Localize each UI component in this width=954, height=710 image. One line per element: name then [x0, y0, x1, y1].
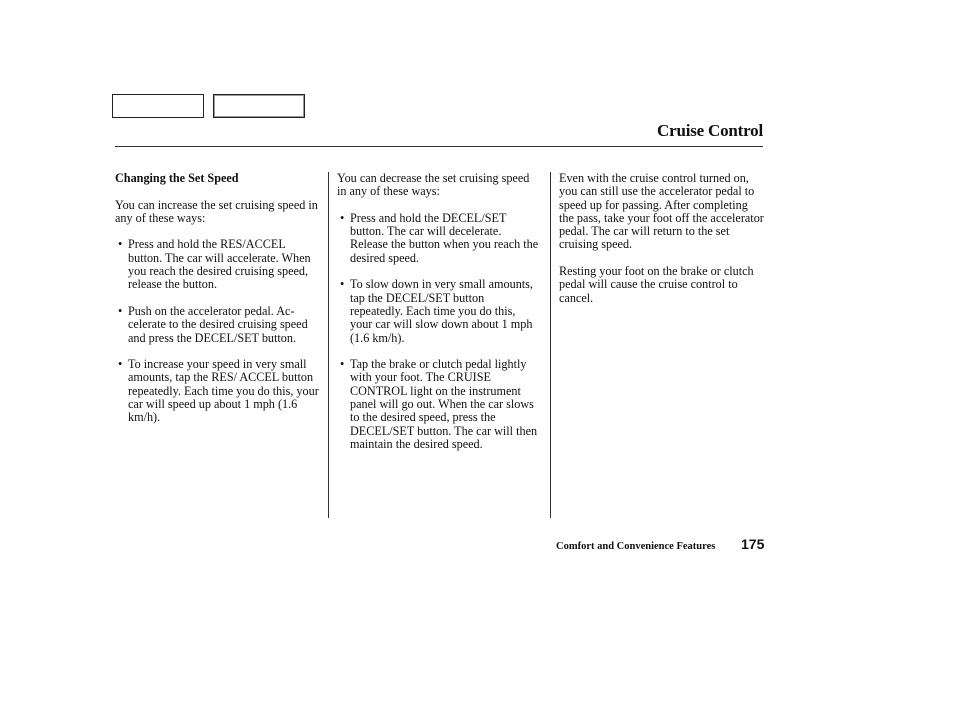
nav-button-index[interactable] — [213, 94, 305, 118]
column-decrease-speed — [337, 172, 539, 465]
page-title: Cruise Control — [657, 121, 763, 140]
intro-text: You can increase the set cruising speed in any of these ways: — [115, 197, 318, 225]
list-item: • To slow down in very small amounts, tap the DECEL/SET button repeatedly. Each time you do this, your car will slow down about 1 mph (1.6 km/h). — [337, 278, 539, 344]
paragraph: Even with the cruise control turned on, you can still use the accelerator pedal to speed up for passing. After completing the pass, take your foot off the accelerator pedal. The car will return to the set cruising speed. — [559, 171, 764, 252]
bullet-list — [115, 238, 320, 424]
section-heading: Changing the Set Speed — [115, 171, 239, 185]
title-rule — [115, 146, 763, 147]
list-item: • To increase your speed in very small amounts, tap the RES/ ACCEL button repeatedly. Each time you do this, your car will speed up about 1 mph (1.6 km/h). — [115, 358, 320, 424]
bullet-list — [337, 212, 539, 451]
page-number: 175 — [741, 536, 765, 552]
list-item: • Push on the accelerator pedal. Ac-celerate to the desired cruising speed and press the DECEL/SET button. — [115, 305, 320, 345]
paragraph: Resting your foot on the brake or clutch pedal will cause the cruise control to cancel. — [559, 264, 754, 305]
column-notes — [559, 172, 764, 318]
section-footer-label: Comfort and Convenience Features — [556, 541, 716, 552]
column-increase-speed — [115, 172, 320, 438]
list-item: • Tap the brake or clutch pedal lightly with your foot. The CRUISE CONTROL light on the instrument panel will go out. When the car slows to the desired speed, press the DECEL/SET button. The car will then maintain the desired speed. — [337, 358, 539, 451]
nav-button-main-menu[interactable] — [112, 94, 204, 118]
intro-text: You can decrease the set cruising speed in any of these ways: — [337, 171, 530, 199]
list-item: • Press and hold the RES/ACCEL button. The car will accelerate. When you reach the desired cruising speed, release the button. — [115, 238, 320, 291]
column-divider — [550, 172, 551, 518]
column-divider — [328, 172, 329, 518]
list-item: • Press and hold the DECEL/SET button. The car will decelerate. Release the button when you reach the desired speed. — [337, 212, 539, 265]
